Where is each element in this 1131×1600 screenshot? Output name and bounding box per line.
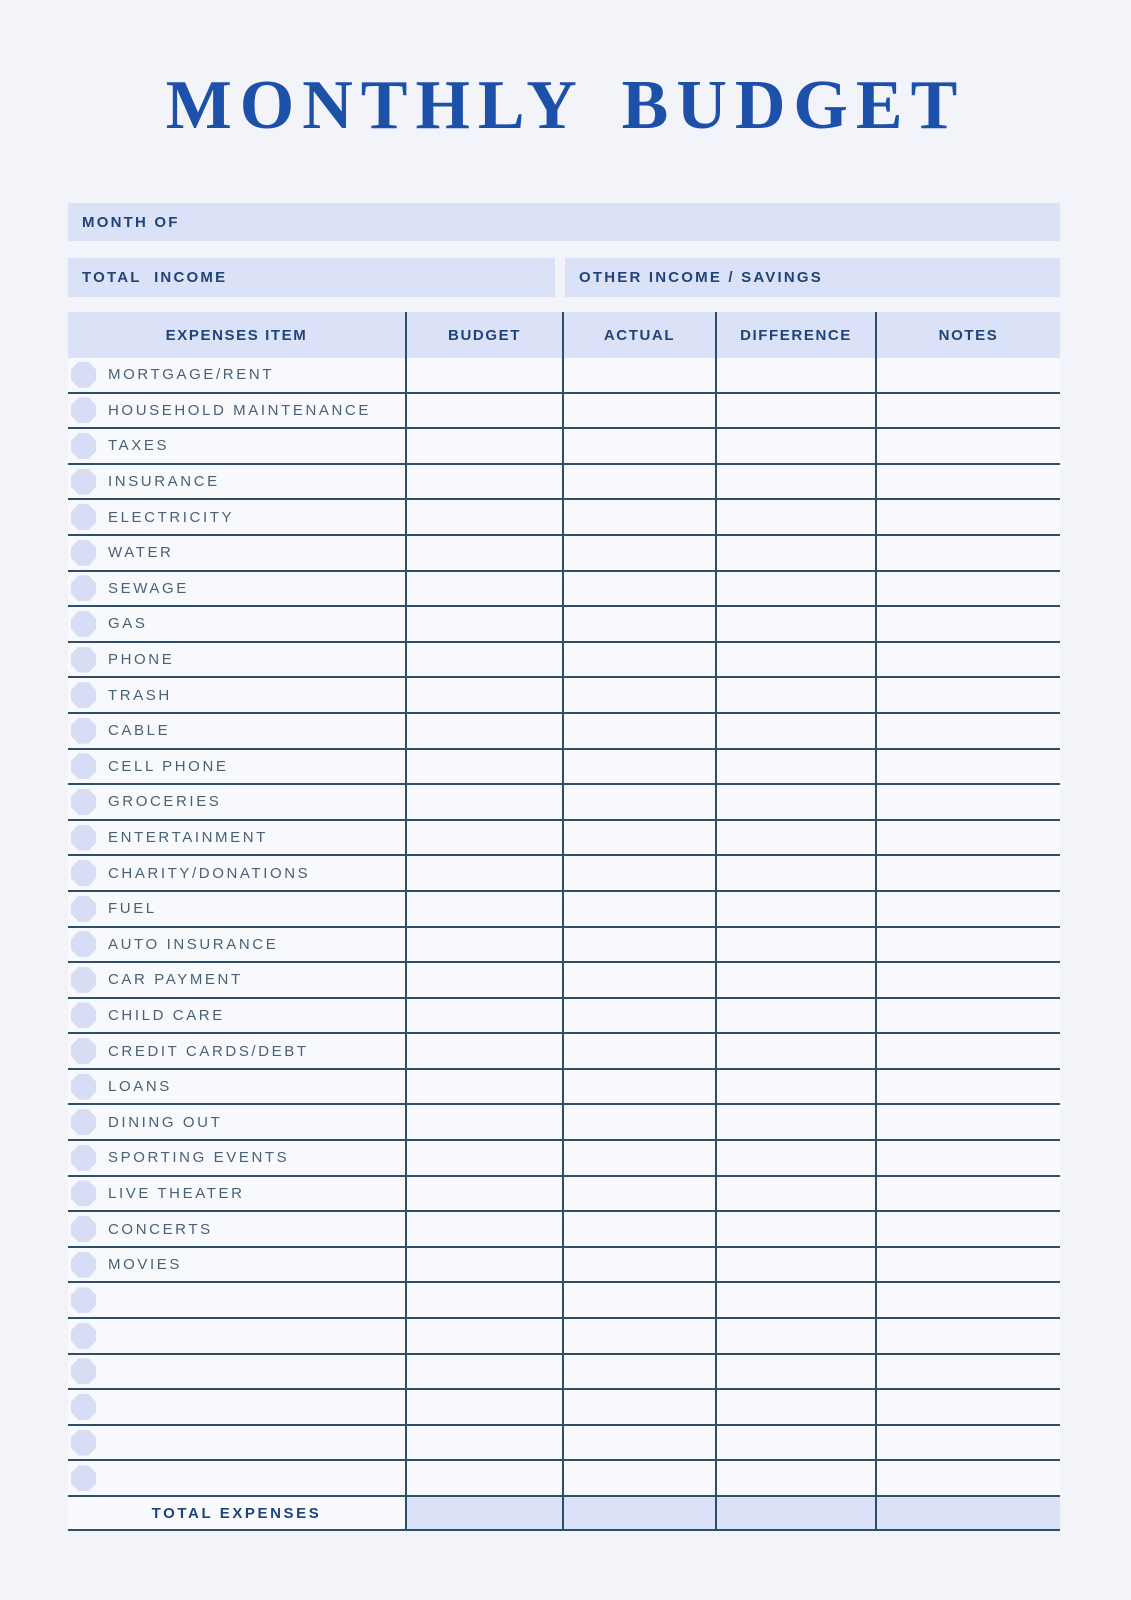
octagon-bullet-icon — [71, 469, 96, 495]
expense-item-cell — [68, 1212, 405, 1246]
expense-item-label: CHARITY/DONATIONS — [108, 864, 311, 882]
expense-item-cell — [68, 1283, 405, 1317]
octagon-bullet-icon — [71, 1323, 96, 1349]
difference-cell — [715, 1248, 875, 1282]
octagon-bullet-icon — [71, 1465, 96, 1491]
budget-cell — [405, 1070, 562, 1104]
expense-row — [68, 714, 1060, 750]
budget-cell — [405, 358, 562, 392]
octagon-bullet-icon — [71, 1002, 96, 1028]
actual-cell — [562, 394, 715, 428]
actual-cell — [562, 358, 715, 392]
expense-item-cell — [68, 1461, 405, 1495]
budget-cell — [405, 1212, 562, 1246]
octagon-bullet-icon — [71, 433, 96, 459]
octagon-bullet-icon — [71, 825, 96, 851]
octagon-bullet-icon — [71, 362, 96, 388]
difference-cell — [715, 856, 875, 890]
expense-item-cell — [68, 1034, 405, 1068]
expense-row — [68, 750, 1060, 786]
budget-cell — [405, 1319, 562, 1353]
budget-cell — [405, 856, 562, 890]
budget-cell — [405, 1426, 562, 1460]
expense-row-empty — [68, 1390, 1060, 1426]
octagon-bullet-icon — [71, 1180, 96, 1206]
octagon-bullet-icon — [71, 647, 96, 673]
difference-cell — [715, 963, 875, 997]
expense-item-cell — [68, 1390, 405, 1424]
expense-item-cell — [68, 394, 405, 428]
budget-cell — [405, 1177, 562, 1211]
difference-cell — [715, 465, 875, 499]
budget-cell — [405, 1390, 562, 1424]
difference-cell — [715, 607, 875, 641]
header-actual: ACTUAL — [562, 312, 715, 358]
octagon-bullet-icon — [71, 682, 96, 708]
expense-row — [68, 1248, 1060, 1284]
total-income-label: TOTAL INCOME — [82, 269, 228, 286]
actual-cell — [562, 999, 715, 1033]
octagon-bullet-icon — [71, 860, 96, 886]
notes-cell — [875, 963, 1060, 997]
notes-cell — [875, 1355, 1060, 1389]
actual-cell — [562, 1177, 715, 1211]
difference-cell — [715, 1141, 875, 1175]
expense-item-label: GROCERIES — [108, 793, 222, 811]
expense-item-cell — [68, 714, 405, 748]
expense-item-label: GAS — [108, 615, 148, 633]
budget-cell — [405, 714, 562, 748]
difference-cell — [715, 1177, 875, 1211]
other-income-savings-label: OTHER INCOME / SAVINGS — [579, 269, 823, 286]
difference-cell — [715, 785, 875, 819]
expense-item-label: CABLE — [108, 722, 171, 740]
budget-cell — [405, 394, 562, 428]
expense-item-cell — [68, 785, 405, 819]
budget-cell — [405, 928, 562, 962]
expense-item-cell — [68, 536, 405, 570]
header-notes: NOTES — [875, 312, 1060, 358]
octagon-bullet-icon — [71, 1216, 96, 1242]
expense-item-cell — [68, 500, 405, 534]
expense-item-cell — [68, 1105, 405, 1139]
budget-cell — [405, 785, 562, 819]
expense-row — [68, 536, 1060, 572]
budget-cell — [405, 465, 562, 499]
notes-cell — [875, 714, 1060, 748]
octagon-bullet-icon — [71, 540, 96, 566]
budget-cell — [405, 999, 562, 1033]
expense-item-label: SEWAGE — [108, 579, 189, 597]
total-actual-cell — [562, 1497, 715, 1529]
actual-cell — [562, 892, 715, 926]
total-notes-cell — [875, 1497, 1060, 1529]
expense-item-label: WATER — [108, 544, 174, 562]
octagon-bullet-icon — [71, 1109, 96, 1135]
difference-cell — [715, 1461, 875, 1495]
octagon-bullet-icon — [71, 397, 96, 423]
octagon-bullet-icon — [71, 896, 96, 922]
actual-cell — [562, 1105, 715, 1139]
difference-cell — [715, 999, 875, 1033]
budget-cell — [405, 750, 562, 784]
expense-row — [68, 821, 1060, 857]
difference-cell — [715, 928, 875, 962]
notes-cell — [875, 1248, 1060, 1282]
budget-cell — [405, 643, 562, 677]
budget-cell — [405, 1105, 562, 1139]
actual-cell — [562, 678, 715, 712]
expense-item-cell — [68, 963, 405, 997]
difference-cell — [715, 429, 875, 463]
actual-cell — [562, 1141, 715, 1175]
notes-cell — [875, 572, 1060, 606]
expense-row — [68, 1034, 1060, 1070]
expense-row-empty — [68, 1461, 1060, 1497]
expense-item-label: PHONE — [108, 651, 175, 669]
header-difference: DIFFERENCE — [715, 312, 875, 358]
table-body — [68, 358, 1060, 1497]
expense-row — [68, 1141, 1060, 1177]
expense-item-label: ENTERTAINMENT — [108, 829, 268, 847]
expense-row — [68, 678, 1060, 714]
budget-cell — [405, 1355, 562, 1389]
expense-row — [68, 999, 1060, 1035]
expense-item-cell — [68, 1248, 405, 1282]
actual-cell — [562, 750, 715, 784]
difference-cell — [715, 750, 875, 784]
expense-row — [68, 1105, 1060, 1141]
expense-item-label: CHILD CARE — [108, 1006, 225, 1024]
difference-cell — [715, 1212, 875, 1246]
actual-cell — [562, 1461, 715, 1495]
expense-item-label: SPORTING EVENTS — [108, 1149, 290, 1167]
expense-item-label: TAXES — [108, 437, 170, 455]
expense-item-cell — [68, 821, 405, 855]
expense-item-label: LOANS — [108, 1078, 172, 1096]
difference-cell — [715, 1070, 875, 1104]
notes-cell — [875, 1034, 1060, 1068]
octagon-bullet-icon — [71, 1394, 96, 1420]
difference-cell — [715, 358, 875, 392]
notes-cell — [875, 643, 1060, 677]
difference-cell — [715, 1105, 875, 1139]
expense-item-label: CELL PHONE — [108, 757, 229, 775]
difference-cell — [715, 643, 875, 677]
actual-cell — [562, 714, 715, 748]
difference-cell — [715, 1355, 875, 1389]
expense-row — [68, 358, 1060, 394]
actual-cell — [562, 785, 715, 819]
notes-cell — [875, 1283, 1060, 1317]
expense-row-empty — [68, 1283, 1060, 1319]
total-expenses-label: TOTAL EXPENSES — [151, 1504, 322, 1522]
notes-cell — [875, 928, 1060, 962]
difference-cell — [715, 500, 875, 534]
actual-cell — [562, 536, 715, 570]
actual-cell — [562, 1070, 715, 1104]
total-budget-cell — [405, 1497, 562, 1529]
expense-row — [68, 394, 1060, 430]
expense-item-label: LIVE THEATER — [108, 1184, 245, 1202]
notes-cell — [875, 1177, 1060, 1211]
expense-item-label: MOVIES — [108, 1256, 182, 1274]
expense-item-cell — [68, 1426, 405, 1460]
notes-cell — [875, 1390, 1060, 1424]
header-budget: BUDGET — [405, 312, 562, 358]
difference-cell — [715, 1034, 875, 1068]
notes-cell — [875, 429, 1060, 463]
expense-item-cell — [68, 928, 405, 962]
octagon-bullet-icon — [71, 575, 96, 601]
page-title: MONTHLY BUDGET — [165, 67, 966, 144]
notes-cell — [875, 1070, 1060, 1104]
actual-cell — [562, 465, 715, 499]
actual-cell — [562, 1355, 715, 1389]
expense-item-cell — [68, 429, 405, 463]
difference-cell — [715, 394, 875, 428]
notes-cell — [875, 1426, 1060, 1460]
notes-cell — [875, 785, 1060, 819]
actual-cell — [562, 1390, 715, 1424]
notes-cell — [875, 1461, 1060, 1495]
expense-item-label: MORTGAGE/RENT — [108, 366, 275, 384]
expense-item-cell — [68, 750, 405, 784]
octagon-bullet-icon — [71, 967, 96, 993]
budget-cell — [405, 607, 562, 641]
expense-item-cell — [68, 892, 405, 926]
expense-item-cell — [68, 999, 405, 1033]
expense-item-label: CONCERTS — [108, 1220, 213, 1238]
difference-cell — [715, 1390, 875, 1424]
expense-item-cell — [68, 465, 405, 499]
octagon-bullet-icon — [71, 718, 96, 744]
octagon-bullet-icon — [71, 1038, 96, 1064]
octagon-bullet-icon — [71, 504, 96, 530]
expense-item-label: FUEL — [108, 900, 157, 918]
budget-cell — [405, 572, 562, 606]
notes-cell — [875, 892, 1060, 926]
notes-cell — [875, 500, 1060, 534]
notes-cell — [875, 1141, 1060, 1175]
budget-cell — [405, 429, 562, 463]
notes-cell — [875, 536, 1060, 570]
expense-item-label: ELECTRICITY — [108, 508, 235, 526]
budget-cell — [405, 1034, 562, 1068]
actual-cell — [562, 643, 715, 677]
total-income-field — [68, 258, 555, 297]
notes-cell — [875, 465, 1060, 499]
expense-row — [68, 963, 1060, 999]
expense-item-cell — [68, 1177, 405, 1211]
expense-row — [68, 1177, 1060, 1213]
notes-cell — [875, 1105, 1060, 1139]
expense-row — [68, 785, 1060, 821]
octagon-bullet-icon — [71, 753, 96, 779]
expense-item-cell — [68, 572, 405, 606]
expense-item-cell — [68, 1141, 405, 1175]
difference-cell — [715, 1283, 875, 1317]
budget-cell — [405, 963, 562, 997]
actual-cell — [562, 856, 715, 890]
budget-cell — [405, 1141, 562, 1175]
actual-cell — [562, 607, 715, 641]
expense-row — [68, 429, 1060, 465]
expense-row-empty — [68, 1426, 1060, 1462]
expense-item-label: CREDIT CARDS/DEBT — [108, 1042, 309, 1060]
actual-cell — [562, 928, 715, 962]
expense-item-label: CAR PAYMENT — [108, 971, 243, 989]
expense-item-label: HOUSEHOLD MAINTENANCE — [108, 401, 371, 419]
notes-cell — [875, 856, 1060, 890]
actual-cell — [562, 821, 715, 855]
difference-cell — [715, 572, 875, 606]
actual-cell — [562, 1283, 715, 1317]
expense-item-cell — [68, 1070, 405, 1104]
header-expenses-item: EXPENSES ITEM — [165, 326, 308, 344]
budget-cell — [405, 678, 562, 712]
expense-row — [68, 465, 1060, 501]
actual-cell — [562, 1212, 715, 1246]
notes-cell — [875, 394, 1060, 428]
other-income-savings-field — [565, 258, 1060, 297]
total-difference-cell — [715, 1497, 875, 1529]
octagon-bullet-icon — [71, 1430, 96, 1456]
expense-row — [68, 500, 1060, 536]
actual-cell — [562, 1248, 715, 1282]
actual-cell — [562, 572, 715, 606]
expense-row — [68, 1070, 1060, 1106]
expense-row-empty — [68, 1319, 1060, 1355]
expense-item-label: DINING OUT — [108, 1113, 223, 1131]
notes-cell — [875, 821, 1060, 855]
octagon-bullet-icon — [71, 789, 96, 815]
actual-cell — [562, 1034, 715, 1068]
notes-cell — [875, 750, 1060, 784]
notes-cell — [875, 1319, 1060, 1353]
difference-cell — [715, 1426, 875, 1460]
budget-cell — [405, 500, 562, 534]
notes-cell — [875, 607, 1060, 641]
actual-cell — [562, 429, 715, 463]
octagon-bullet-icon — [71, 1074, 96, 1100]
difference-cell — [715, 892, 875, 926]
expense-item-label: TRASH — [108, 686, 172, 704]
notes-cell — [875, 358, 1060, 392]
notes-cell — [875, 678, 1060, 712]
expense-row — [68, 643, 1060, 679]
expense-item-cell — [68, 1319, 405, 1353]
difference-cell — [715, 714, 875, 748]
octagon-bullet-icon — [71, 1287, 96, 1313]
expense-item-cell — [68, 1355, 405, 1389]
budget-cell — [405, 1283, 562, 1317]
budget-cell — [405, 1248, 562, 1282]
difference-cell — [715, 536, 875, 570]
difference-cell — [715, 678, 875, 712]
budget-cell — [405, 892, 562, 926]
month-of-label: MONTH OF — [82, 213, 180, 231]
expense-item-cell — [68, 856, 405, 890]
expense-row — [68, 892, 1060, 928]
actual-cell — [562, 963, 715, 997]
octagon-bullet-icon — [71, 931, 96, 957]
actual-cell — [562, 1319, 715, 1353]
budget-cell — [405, 821, 562, 855]
expense-item-label: INSURANCE — [108, 473, 220, 491]
total-expenses-row — [68, 1497, 1060, 1531]
octagon-bullet-icon — [71, 1252, 96, 1278]
expense-row — [68, 607, 1060, 643]
notes-cell — [875, 999, 1060, 1033]
expense-item-label: AUTO INSURANCE — [108, 935, 279, 953]
difference-cell — [715, 821, 875, 855]
octagon-bullet-icon — [71, 611, 96, 637]
expense-item-cell — [68, 607, 405, 641]
month-of-field — [68, 203, 1060, 241]
octagon-bullet-icon — [71, 1145, 96, 1171]
expense-item-cell — [68, 643, 405, 677]
difference-cell — [715, 1319, 875, 1353]
expense-row — [68, 572, 1060, 608]
actual-cell — [562, 1426, 715, 1460]
expenses-table — [68, 312, 1060, 1531]
expense-row — [68, 1212, 1060, 1248]
budget-cell — [405, 536, 562, 570]
expense-item-cell — [68, 678, 405, 712]
actual-cell — [562, 500, 715, 534]
table-header-row — [68, 312, 1060, 358]
expense-item-cell — [68, 358, 405, 392]
expense-row — [68, 928, 1060, 964]
budget-cell — [405, 1461, 562, 1495]
expense-row-empty — [68, 1355, 1060, 1391]
expense-row — [68, 856, 1060, 892]
notes-cell — [875, 1212, 1060, 1246]
octagon-bullet-icon — [71, 1358, 96, 1384]
